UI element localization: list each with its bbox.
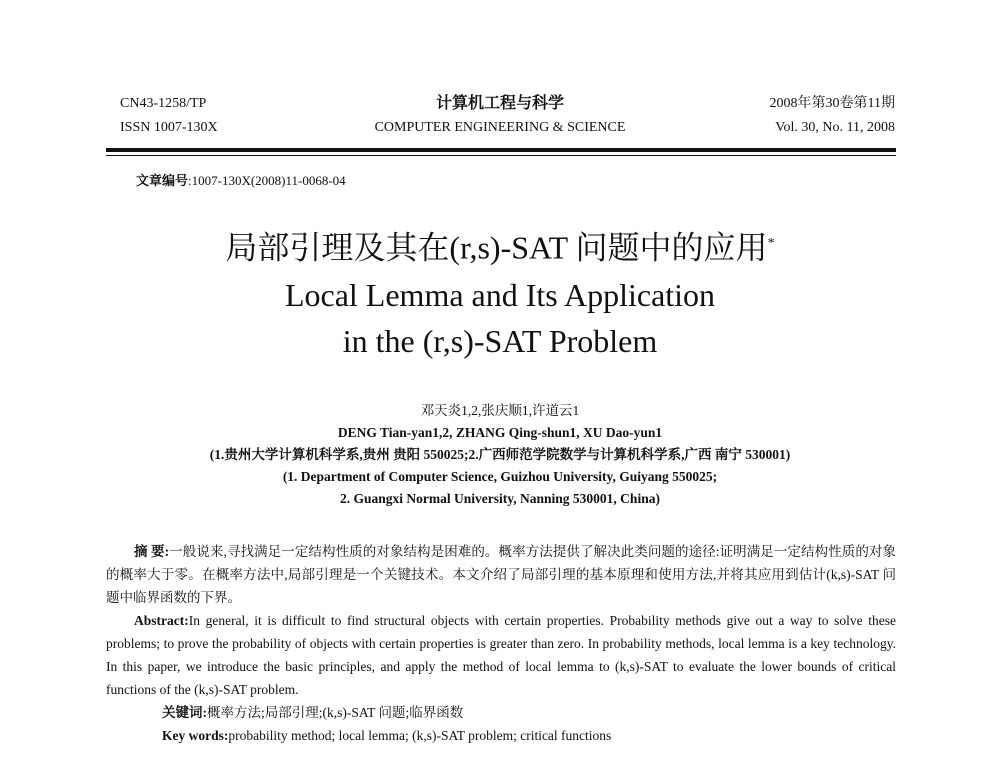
keywords-cn-text: 概率方法;局部引理;(k,s)-SAT 问题;临界函数 [207, 705, 464, 720]
issn-number: ISSN 1007-130X [120, 120, 218, 135]
journal-name [300, 92, 700, 140]
title-english [0, 272, 1000, 364]
abstract-cn [106, 540, 896, 609]
title-chinese-text: 局部引理及其在(r,s)-SAT 问题中的应用 [225, 229, 768, 266]
journal-name-en: COMPUTER ENGINEERING & SCIENCE [374, 120, 626, 135]
keywords-en [106, 724, 896, 747]
article-number [136, 170, 346, 189]
abstract-en-label: Abstract: [134, 613, 189, 628]
abstract-en [106, 609, 896, 701]
header-rule-thick [106, 148, 896, 152]
keywords-en-text: probability method; local lemma; (k,s)-SAT problem; critical functions [228, 728, 612, 743]
journal-name-cn: 计算机工程与科学 [435, 95, 564, 112]
keywords-en-label: Key words: [162, 728, 229, 743]
journal-codes [120, 92, 218, 140]
author-block [0, 400, 1000, 510]
issue-cn: 2008年第30卷第11期 [769, 96, 895, 111]
cn-number: CN43-1258/TP [120, 96, 207, 111]
issue-en: Vol. 30, No. 11, 2008 [775, 120, 895, 135]
header-rule-thin [106, 155, 896, 156]
abstract-section [106, 540, 896, 747]
keywords-cn-label: 关键词: [162, 705, 207, 720]
affiliation-en-1: (1. Department of Computer Science, Guizhou University, Guiyang 550025; [282, 469, 718, 484]
affiliation-cn: (1.贵州大学计算机科学系,贵州 贵阳 550025;2.广西师范学院数学与计算机科学系,广西 南宁 530001) [209, 447, 791, 462]
title-english-line2: in the (r,s)-SAT Problem [342, 323, 658, 359]
authors-en: DENG Tian-yan1,2, ZHANG Qing-shun1, XU Dao-yun1 [337, 425, 663, 440]
keywords-cn [106, 701, 896, 724]
abstract-cn-text: 一般说来,寻找满足一定结构性质的对象结构是困难的。概率方法提供了解决此类问题的途径:证明满足一定结构性质的对象的概率大于零。在概率方法中,局部引理是一个关键技术。本文介绍了局部引理的基本原理和使用方法,并将其应用到估计(k,s)-SAT 问题中临界函数的下界。 [106, 544, 897, 605]
abstract-cn-label: 摘 要: [134, 544, 170, 559]
affiliation-en-2: 2. Guangxi Normal University, Nanning 530001, China) [340, 491, 660, 506]
article-number-value: :1007-130X(2008)11-0068-04 [188, 173, 346, 188]
article-number-label: 文章编号 [136, 174, 189, 189]
issue-info [680, 92, 895, 140]
authors-cn: 邓天炎1,2,张庆顺1,许道云1 [420, 403, 580, 418]
title-footnote-mark: * [767, 236, 775, 251]
abstract-en-text: In general, it is difficult to find structural objects with certain properties. Probability methods give out a way to solve these problems; to prove the probability of objects with certain properties is greater than zero. In probability methods, local lemma is a key technology. In this paper, we introduce the basic principles, and apply the method of local lemma to (k,s)-SAT to evaluate the lower bounds of critical functions of the (k,s)-SAT problem. [106, 613, 896, 697]
title-chinese [0, 222, 1000, 270]
title-english-line1: Local Lemma and Its Application [284, 277, 716, 313]
